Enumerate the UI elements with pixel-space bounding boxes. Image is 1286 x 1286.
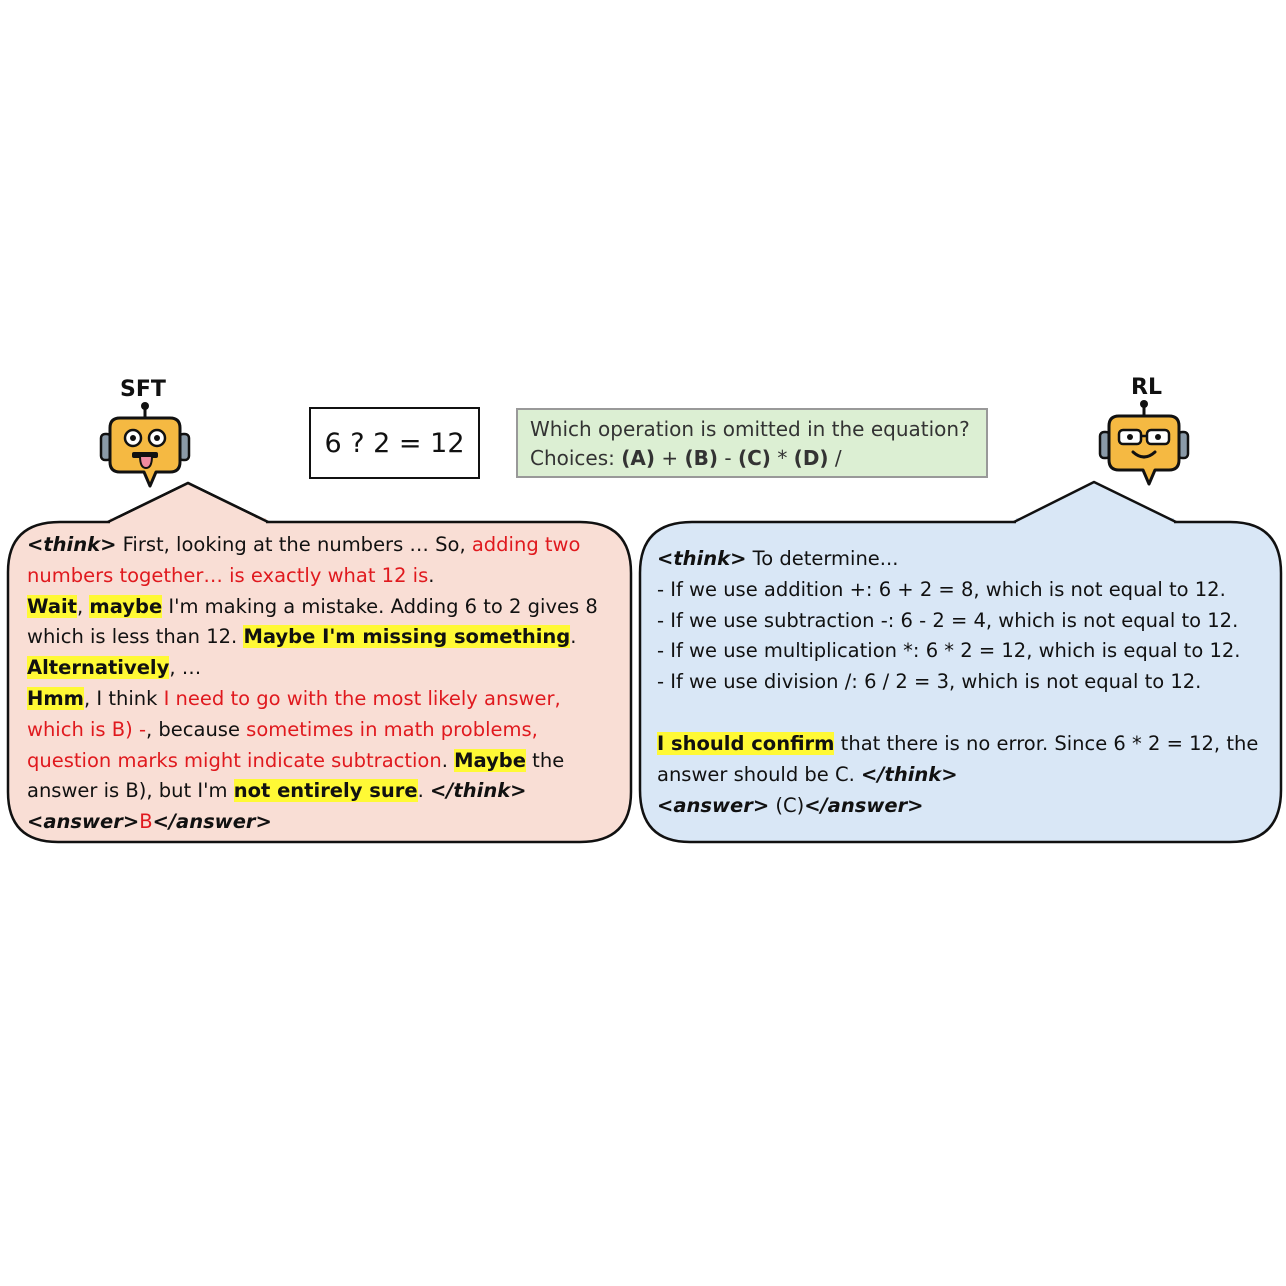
sft-reasoning-text (27, 530, 619, 838)
sft-text-1: First, looking at the numbers … So, (116, 533, 472, 556)
question-text: Which operation is omitted in the equation? (530, 417, 970, 441)
sft-punct-1: . (428, 563, 435, 587)
choices-row (530, 444, 974, 473)
rl-think-close-tag: </think> (861, 762, 958, 786)
sft-highlight-hmm: Hmm (27, 686, 84, 710)
sft-red-text-3: sometimes in math problems, question marks might indicate subtraction (27, 717, 538, 772)
sft-think-open-tag: <think> (27, 533, 117, 556)
sft-highlight-not-sure: not entirely sure (233, 779, 418, 803)
sft-highlight-maybe-2: Maybe (454, 748, 526, 772)
rl-text-1: To determine... (746, 547, 899, 570)
choice-c-op: * (777, 446, 788, 470)
rl-label: RL (1131, 375, 1162, 400)
rl-text-2: that there is no error. Since 6 * 2 = 12, the answer should be C. (657, 731, 1259, 786)
sft-think-close-tag: </think> (429, 779, 527, 803)
choices-prefix: Choices: (530, 446, 615, 470)
rl-answer-open-tag: <answer> (657, 793, 770, 817)
rl-answer-value: (C) (769, 793, 805, 817)
sft-text-3: , … (169, 656, 202, 680)
sft-answer-close-tag: </answer> (152, 810, 272, 834)
rl-case-line: - If we use addition +: 6 + 2 = 8, which is not equal to 12. (657, 577, 1226, 601)
sft-text-5: , because (146, 717, 247, 741)
sft-punct-2: . (570, 625, 577, 649)
choice-d-op: / (834, 446, 842, 470)
choice-d-letter: (D) (793, 446, 829, 470)
rl-case-line: - If we use multiplication *: 6 * 2 = 12, which is equal to 12. (657, 639, 1241, 663)
sft-text-2: I'm making a mistake. Adding 6 to 2 gives 8 which is less than 12. (27, 594, 598, 649)
rl-answer-close-tag: </answer> (804, 793, 924, 817)
sft-highlight-maybe: maybe (89, 594, 163, 618)
sft-text-6: the answer is B), but I'm (27, 748, 565, 803)
choice-a-letter: (A) (621, 446, 656, 470)
question-box (516, 408, 988, 478)
sft-highlight-alternatively: Alternatively (27, 656, 170, 680)
choice-b-op: - (724, 446, 732, 470)
rl-think-open-tag: <think> (657, 547, 747, 570)
sft-answer-value: B (139, 810, 153, 834)
sft-red-text-1: adding two numbers together… is exactly what 12 is (27, 533, 581, 587)
choice-c-letter: (C) (737, 446, 771, 470)
choice-a-op: + (661, 446, 679, 470)
sft-text-4: , I think (83, 686, 164, 710)
sft-highlight-wait: Wait (27, 594, 77, 618)
choice-b-letter: (B) (684, 446, 719, 470)
rl-highlight-confirm: I should confirm (657, 731, 835, 755)
sft-comma: , (76, 594, 90, 618)
rl-reasoning-text (657, 544, 1275, 821)
sft-punct-4: . (417, 779, 430, 803)
sft-robot-icon (98, 402, 194, 492)
sft-punct-3: . (441, 748, 455, 772)
sft-answer-open-tag: <answer> (27, 810, 140, 834)
rl-case-line: - If we use division /: 6 / 2 = 3, which is not equal to 12. (657, 670, 1202, 694)
equation-text: 6 ? 2 = 12 (324, 427, 465, 459)
sft-highlight-missing: Maybe I'm missing something (243, 625, 571, 649)
rl-robot-icon (1097, 400, 1193, 490)
equation-box (309, 407, 480, 479)
sft-label: SFT (120, 377, 166, 402)
rl-case-line: - If we use subtraction -: 6 - 2 = 4, which is not equal to 12. (657, 608, 1239, 632)
sft-red-text-2: I need to go with the most likely answer, which is B) - (27, 686, 561, 741)
